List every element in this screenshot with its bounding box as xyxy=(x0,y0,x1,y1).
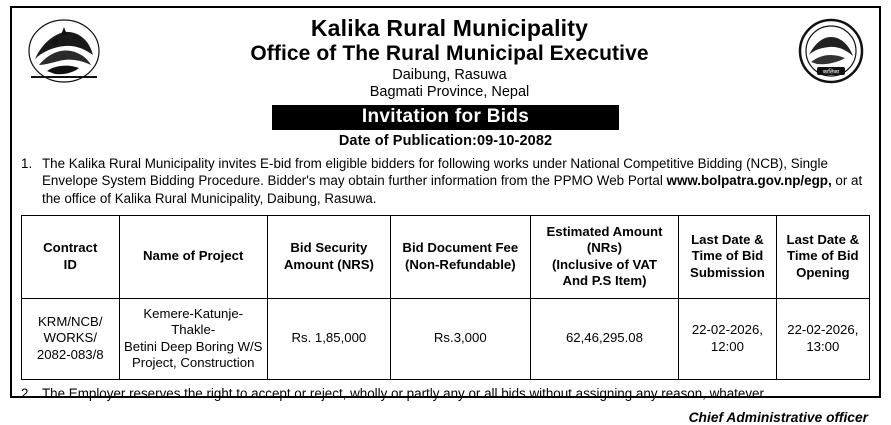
nepal-government-emblem-icon xyxy=(21,14,107,88)
publication-date: Date of Publication:09-10-2082 xyxy=(338,132,553,149)
municipality-logo-icon xyxy=(792,14,870,88)
ppmo-portal-url: www.bolpatra.gov.np/egp, xyxy=(666,173,832,189)
clause-1 xyxy=(21,155,870,208)
clause-1-text-part1: The Kalika Rural Municipality invites E-bid from eligible bidders for following works under National Competitive Bidding (NCB), Single Envelope System Bidding Procedure. Bidder's may obtain further information from the PPMO Web Portal xyxy=(42,155,828,189)
header-bid-document-fee: Bid Document Fee (Non-Refundable) xyxy=(390,215,530,298)
cell-bid-submission-datetime: 22-02-2026, 12:00 xyxy=(679,298,777,379)
clause-1-number: 1. xyxy=(21,155,33,171)
header-name-of-project: Name of Project xyxy=(119,215,267,298)
title-band xyxy=(21,105,870,149)
organization-name: Kalika Rural Municipality xyxy=(310,15,589,41)
clause-2-text: The Employer reserves the right to accept or reject, wholly or partly any or all bids without assigning any reason, whatever. xyxy=(42,385,767,401)
cell-bid-security-amount: Rs. 1,85,000 xyxy=(267,298,390,379)
svg-text:कालिका: कालिका xyxy=(822,69,840,76)
header-contract-id: Contract ID xyxy=(22,215,120,298)
header-bid-submission-date: Last Date & Time of Bid Submission xyxy=(679,215,777,298)
cell-bid-opening-datetime: 22-02-2026, 13:00 xyxy=(776,298,869,379)
header-bid-security-amount: Bid Security Amount (NRS) xyxy=(267,215,390,298)
clause-1-text-part2: or at the office of Kalika Rural Municipality, Daibung, Rasuwa. xyxy=(42,173,863,207)
cell-contract-id: KRM/NCB/ WORKS/ 2082-083/8 xyxy=(22,298,120,379)
office-name: Office of The Rural Municipal Executive xyxy=(250,41,649,65)
notice-header xyxy=(21,14,870,102)
header-bid-opening-date: Last Date & Time of Bid Opening xyxy=(776,215,869,298)
invitation-title: Invitation for Bids xyxy=(272,105,619,130)
invitation-for-bids-notice xyxy=(10,6,881,425)
table-header-row xyxy=(22,215,870,298)
header-text-block xyxy=(107,14,792,102)
bids-table xyxy=(21,215,870,380)
clause-1-text xyxy=(42,155,870,208)
cell-estimated-amount: 62,46,295.08 xyxy=(530,298,678,379)
clause-2 xyxy=(21,385,870,402)
address-line-1: Daibung, Rasuwa xyxy=(392,66,507,83)
header-estimated-amount: Estimated Amount (NRs) (Inclusive of VAT And P.S Item) xyxy=(530,215,678,298)
clause-2-number: 2. xyxy=(21,385,33,401)
table-row xyxy=(22,298,870,379)
address-line-2: Bagmati Province, Nepal xyxy=(369,84,530,101)
cell-bid-document-fee: Rs.3,000 xyxy=(390,298,530,379)
cell-project-name: Kemere-Katunje-Thakle- Betini Deep Boring W/S Project, Construction xyxy=(119,298,267,379)
signature-designation: Chief Administrative officer xyxy=(688,410,868,425)
